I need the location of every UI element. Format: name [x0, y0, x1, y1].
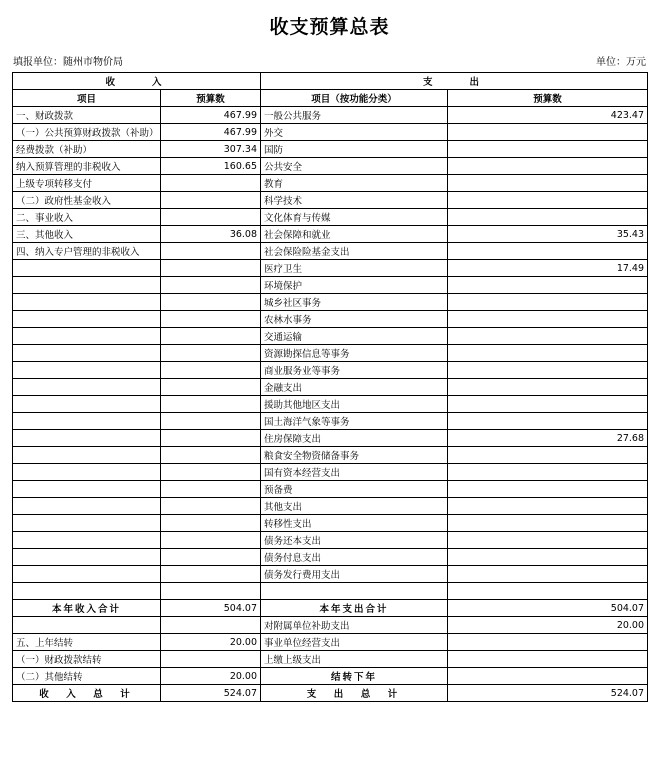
income-item-cell — [13, 311, 161, 328]
income-item-cell — [13, 328, 161, 345]
expense-budget-cell: 20.00 — [448, 617, 648, 634]
income-budget-cell — [161, 379, 261, 396]
table-row — [13, 158, 648, 175]
table-row — [13, 124, 648, 141]
table-row — [13, 481, 648, 498]
expense-budget-cell — [448, 651, 648, 668]
income-budget-cell — [161, 260, 261, 277]
income-item-cell — [13, 430, 161, 447]
expense-item-cell: 国土海洋气象等事务 — [261, 413, 448, 430]
expense-item-cell: 农林水事务 — [261, 311, 448, 328]
income-budget-cell — [161, 396, 261, 413]
expense-item-cell: 社会保障和就业 — [261, 226, 448, 243]
table-row — [13, 515, 648, 532]
expense-budget-cell — [448, 549, 648, 566]
income-budget-cell — [161, 328, 261, 345]
income-item-cell — [13, 345, 161, 362]
expense-item-cell: 预备费 — [261, 481, 448, 498]
income-item-cell: 三、其他收入 — [13, 226, 161, 243]
expense-item-cell: 医疗卫生 — [261, 260, 448, 277]
expense-item-cell: 债务付息支出 — [261, 549, 448, 566]
expense-item-cell: 支 出 总 计 — [261, 685, 448, 702]
expense-budget-cell — [448, 294, 648, 311]
income-item-cell — [13, 515, 161, 532]
expense-budget-cell — [448, 158, 648, 175]
income-item-cell — [13, 566, 161, 583]
income-budget-cell — [161, 277, 261, 294]
expense-item-cell: 上缴上级支出 — [261, 651, 448, 668]
page-title: 收支预算总表 — [269, 16, 390, 38]
reporting-unit-label: 填报单位：随州市物价局 — [13, 57, 123, 68]
expense-item-cell: 教育 — [261, 175, 448, 192]
expense-item-cell: 社会保险险基金支出 — [261, 243, 448, 260]
income-budget-cell — [161, 464, 261, 481]
expense-budget-cell — [448, 277, 648, 294]
expense-item-cell: 交通运输 — [261, 328, 448, 345]
income-budget-cell: 307.34 — [161, 141, 261, 158]
expense-budget-cell — [448, 328, 648, 345]
table-row — [13, 651, 648, 668]
expense-item-cell: 转移性支出 — [261, 515, 448, 532]
income-item-cell: （二）其他结转 — [13, 668, 161, 685]
expense-item-cell: 结转下年 — [261, 668, 448, 685]
table-row — [13, 634, 648, 651]
income-item-cell: （一）公共预算财政拨款（补助） — [13, 124, 161, 141]
table-row — [13, 583, 648, 600]
expense-budget-cell: 27.68 — [448, 430, 648, 447]
table-row — [13, 226, 648, 243]
table-row — [13, 175, 648, 192]
expense-budget-cell — [448, 379, 648, 396]
expense-budget-cell — [448, 141, 648, 158]
income-item-cell — [13, 481, 161, 498]
income-item-cell — [13, 260, 161, 277]
income-budget-cell — [161, 362, 261, 379]
expense-item-cell: 事业单位经营支出 — [261, 634, 448, 651]
expense-budget-cell: 504.07 — [448, 600, 648, 617]
document-page — [0, 12, 659, 783]
expense-budget-cell: 17.49 — [448, 260, 648, 277]
income-budget-cell — [161, 413, 261, 430]
income-item-cell: 二、事业收入 — [13, 209, 161, 226]
table-row — [13, 328, 648, 345]
income-item-cell: （一）财政拨款结转 — [13, 651, 161, 668]
income-budget-cell — [161, 447, 261, 464]
expense-budget-cell — [448, 396, 648, 413]
table-row — [13, 617, 648, 634]
table-row — [13, 549, 648, 566]
income-budget-cell: 504.07 — [161, 600, 261, 617]
expense-budget-cell — [448, 243, 648, 260]
table-row — [13, 362, 648, 379]
income-budget-cell — [161, 192, 261, 209]
income-budget-cell: 524.07 — [161, 685, 261, 702]
table-row — [13, 600, 648, 617]
income-budget-cell — [161, 617, 261, 634]
expense-budget-cell — [448, 464, 648, 481]
table-row — [13, 107, 648, 124]
income-budget-cell: 36.08 — [161, 226, 261, 243]
income-item-cell — [13, 362, 161, 379]
income-budget-cell — [161, 345, 261, 362]
income-item-cell: 上级专项转移支付 — [13, 175, 161, 192]
expense-budget-cell — [448, 566, 648, 583]
expense-item-cell: 商业服务业等事务 — [261, 362, 448, 379]
table-row — [13, 260, 648, 277]
expense-budget-cell — [448, 515, 648, 532]
table-row — [13, 447, 648, 464]
income-budget-cell — [161, 566, 261, 583]
income-budget-cell: 467.99 — [161, 124, 261, 141]
table-row — [13, 192, 648, 209]
income-item-cell — [13, 464, 161, 481]
expense-item-cell: 债务还本支出 — [261, 532, 448, 549]
income-budget-cell: 20.00 — [161, 668, 261, 685]
income-budget-cell — [161, 651, 261, 668]
table-row — [13, 668, 648, 685]
income-budget-cell — [161, 430, 261, 447]
table-row — [13, 311, 648, 328]
table-row — [13, 209, 648, 226]
expense-item-cell: 债务发行费用支出 — [261, 566, 448, 583]
expense-item-cell: 对附属单位补助支出 — [261, 617, 448, 634]
table-row — [13, 532, 648, 549]
income-item-cell: 一、财政拨款 — [13, 107, 161, 124]
group-header-row — [13, 73, 648, 90]
income-item-cell: 四、纳入专户管理的非税收入 — [13, 243, 161, 260]
expense-item-cell: 粮食安全物资储备事务 — [261, 447, 448, 464]
expense-item-cell: 科学技术 — [261, 192, 448, 209]
expense-item-cell: 文化体育与传媒 — [261, 209, 448, 226]
income-budget-cell — [161, 481, 261, 498]
expense-item-cell: 国防 — [261, 141, 448, 158]
expense-budget-cell — [448, 583, 648, 600]
column-header-income-item: 项目 — [13, 90, 161, 107]
income-item-cell: （二）政府性基金收入 — [13, 192, 161, 209]
expense-budget-cell — [448, 192, 648, 209]
budget-table — [12, 72, 648, 702]
income-budget-cell — [161, 583, 261, 600]
expense-item-cell: 本年支出合计 — [261, 600, 448, 617]
expense-item-cell: 金融支出 — [261, 379, 448, 396]
expense-item-cell: 援助其他地区支出 — [261, 396, 448, 413]
income-budget-cell — [161, 532, 261, 549]
income-budget-cell: 160.65 — [161, 158, 261, 175]
income-item-cell — [13, 277, 161, 294]
table-row — [13, 413, 648, 430]
income-item-cell — [13, 379, 161, 396]
table-row — [13, 430, 648, 447]
income-item-cell: 收 入 总 计 — [13, 685, 161, 702]
income-budget-cell: 467.99 — [161, 107, 261, 124]
table-row — [13, 498, 648, 515]
expense-item-cell: 外交 — [261, 124, 448, 141]
table-row — [13, 566, 648, 583]
income-budget-cell — [161, 498, 261, 515]
expense-budget-cell: 524.07 — [448, 685, 648, 702]
expense-item-cell: 城乡社区事务 — [261, 294, 448, 311]
income-budget-cell: 20.00 — [161, 634, 261, 651]
group-header-income: 收 入 — [13, 73, 261, 90]
meta-row — [12, 53, 647, 68]
income-item-cell — [13, 583, 161, 600]
expense-budget-cell — [448, 481, 648, 498]
table-row — [13, 345, 648, 362]
income-item-cell: 五、上年结转 — [13, 634, 161, 651]
expense-budget-cell — [448, 498, 648, 515]
expense-item-cell: 其他支出 — [261, 498, 448, 515]
expense-item-cell: 公共安全 — [261, 158, 448, 175]
income-budget-cell — [161, 294, 261, 311]
expense-item-cell — [261, 583, 448, 600]
expense-budget-cell — [448, 345, 648, 362]
expense-budget-cell — [448, 413, 648, 430]
expense-item-cell: 国有资本经营支出 — [261, 464, 448, 481]
expense-budget-cell — [448, 532, 648, 549]
table-row — [13, 243, 648, 260]
expense-budget-cell — [448, 124, 648, 141]
table-row — [13, 141, 648, 158]
column-header-expense-item: 项目（按功能分类） — [261, 90, 448, 107]
expense-budget-cell: 423.47 — [448, 107, 648, 124]
expense-item-cell: 住房保障支出 — [261, 430, 448, 447]
table-body — [13, 73, 648, 702]
table-row — [13, 396, 648, 413]
column-header-row — [13, 90, 648, 107]
income-budget-cell — [161, 515, 261, 532]
income-budget-cell — [161, 311, 261, 328]
expense-budget-cell — [448, 311, 648, 328]
income-item-cell — [13, 549, 161, 566]
income-budget-cell — [161, 209, 261, 226]
expense-budget-cell — [448, 175, 648, 192]
income-item-cell — [13, 294, 161, 311]
income-item-cell — [13, 532, 161, 549]
expense-item-cell: 资源勘探信息等事务 — [261, 345, 448, 362]
expense-budget-cell: 35.43 — [448, 226, 648, 243]
income-item-cell — [13, 447, 161, 464]
expense-budget-cell — [448, 668, 648, 685]
column-header-income-budget: 预算数 — [161, 90, 261, 107]
income-item-cell: 经费拨款（补助） — [13, 141, 161, 158]
income-item-cell — [13, 396, 161, 413]
table-row — [13, 685, 648, 702]
expense-budget-cell — [448, 209, 648, 226]
income-item-cell — [13, 413, 161, 430]
expense-budget-cell — [448, 362, 648, 379]
income-item-cell — [13, 617, 161, 634]
table-row — [13, 464, 648, 481]
table-row — [13, 379, 648, 396]
expense-item-cell: 一般公共服务 — [261, 107, 448, 124]
income-budget-cell — [161, 175, 261, 192]
table-row — [13, 277, 648, 294]
income-budget-cell — [161, 549, 261, 566]
column-header-expense-budget: 预算数 — [448, 90, 648, 107]
income-item-cell: 本年收入合计 — [13, 600, 161, 617]
income-item-cell — [13, 498, 161, 515]
table-row — [13, 294, 648, 311]
expense-budget-cell — [448, 447, 648, 464]
group-header-expense: 支 出 — [261, 73, 648, 90]
income-budget-cell — [161, 243, 261, 260]
amount-unit-label: 单位：万元 — [596, 57, 646, 68]
expense-item-cell: 环境保护 — [261, 277, 448, 294]
income-item-cell: 纳入预算管理的非税收入 — [13, 158, 161, 175]
expense-budget-cell — [448, 634, 648, 651]
